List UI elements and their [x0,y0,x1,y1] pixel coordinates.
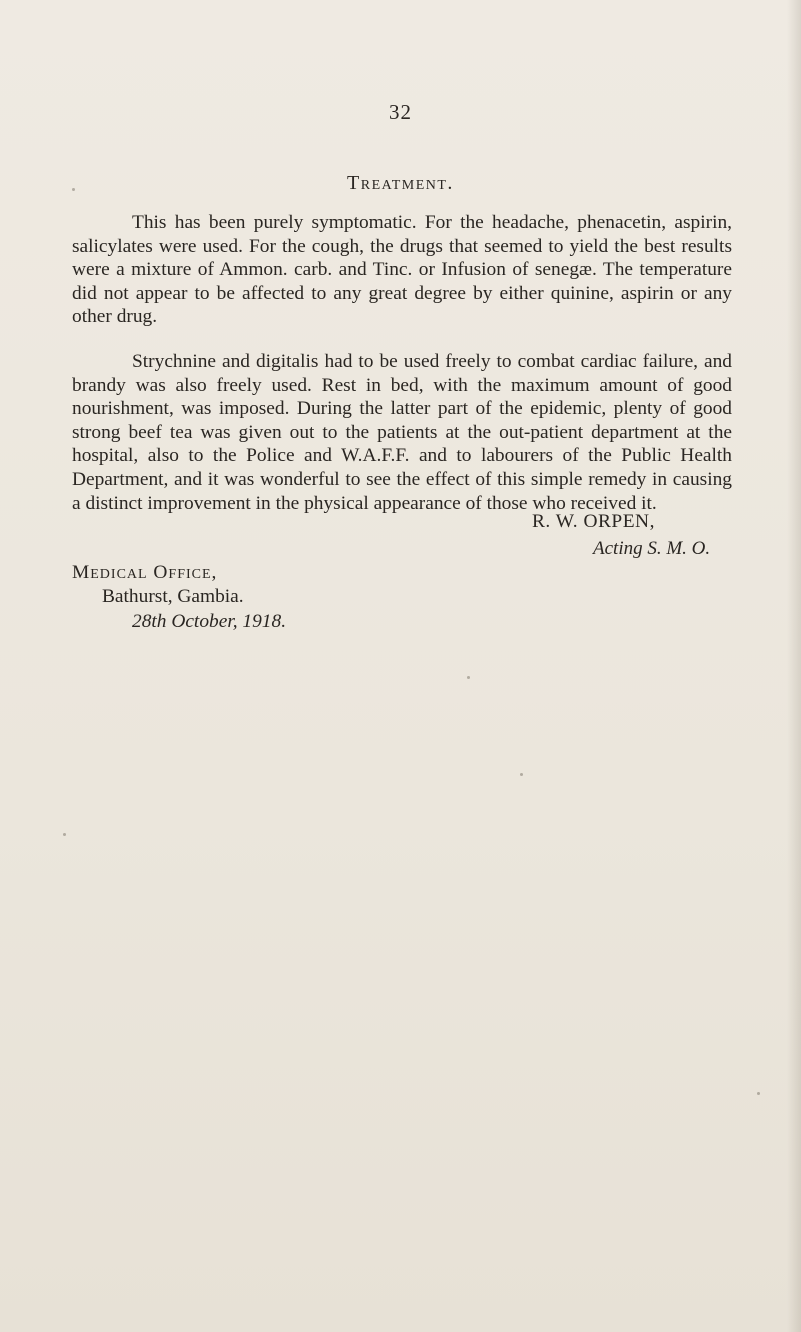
page-number: 32 [389,100,412,124]
paper-speck [467,676,470,679]
office-location: Bathurst, Gambia. [102,586,244,607]
page-edge-shadow [787,0,801,1332]
paper-speck [72,188,75,191]
section-heading: Treatment. [347,172,454,194]
paper-speck [520,773,523,776]
document-date: 28th October, 1918. [132,611,287,632]
office-name: Medical Office, [72,562,218,583]
paper-speck [63,833,66,836]
signatory-title: Acting S. M. O. [593,538,711,559]
paragraph-treatment-symptomatic: This has been purely symptomatic. For the headache, phenacetin, aspirin, salicylates were used. For the cough, the drugs that seemed to yield the best results were a mixture of Ammon. carb. and Tinc. or Infusion of senegæ. The temperature did not appear to be affected to any great degree by either quinine, aspirin or any other drug. [72,212,732,328]
signatory-name: R. W. ORPEN, [532,511,655,532]
paper-speck [757,1092,760,1095]
paragraph-treatment-cardiac: Strychnine and digitalis had to be used freely to combat cardiac failure, and brandy was also freely used. Rest in bed, with the maximum amount of good nourishment, was imposed. During the latter part of the epidemic, plenty of good strong beef tea was given out to the patients at the out-patient department at the hospital, also to the Police and W.A.F.F. and to labourers of the Public Health Department, and it was wonderful to see the effect of this simple remedy in causing a distinct improvement in the physical appearance of those who received it. [72,351,732,514]
